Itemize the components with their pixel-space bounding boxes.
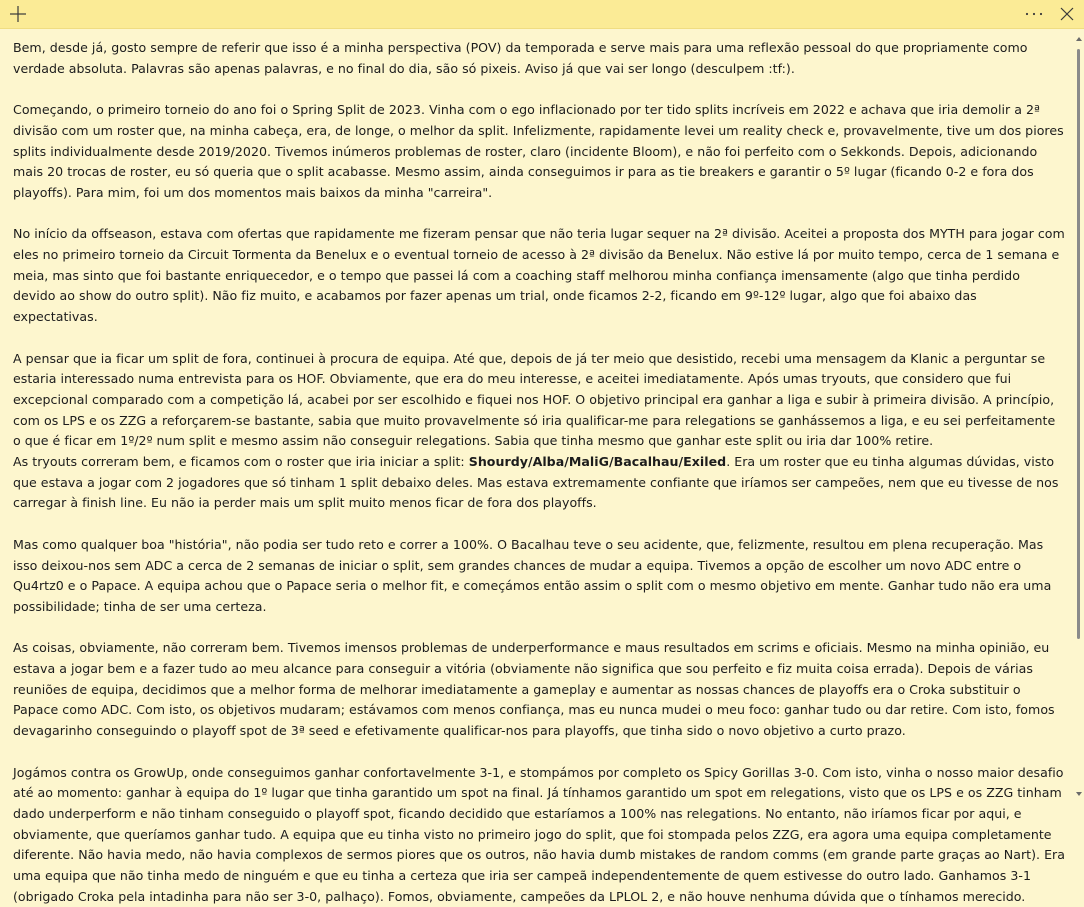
add-note-button[interactable] (7, 3, 29, 25)
note-paragraph: Bem, desde já, gosto sempre de referir que isso é a minha perspectiva (POV) da temporada e serve mais para uma reflexão pessoal do que propriamente como verdade absoluta. Palavras são apenas palavras, e no final do dia, são só pixeis. Aviso já que vai ser longo (desculpem :tf:). (13, 40, 1028, 76)
note-paragraph: A pensar que ia ficar um split de fora, continuei à procura de equipa. Até que, depois de já ter meio que desistido, recebi uma mensagem da Klanic a perguntar se estaria interessado numa entrevista para os HOF. Obviamente, que era do meu interesse, e aceitei imediatamente. Após umas tryouts, que considero que fui excepcional comparado com a competição lá, acabei por ser escolhido e fiquei nos HOF. O objetivo principal era ganhar a liga e subir à primeira divisão. A princípio, com os LPS e os ZZG a reforçarem-se bastante, sabia que muito provavelmente só iria qualificar-me para relegations se ganhássemos a liga, e eu sei perfeitamente o que é ficar em 1º/2º num split e mesmo assim não conseguir relegations. Sabia que tinha mesmo que ganhar este split ou iria dar 100% retire. (13, 350, 1056, 449)
vertical-scrollbar[interactable] (1074, 29, 1084, 804)
note-paragraph (13, 452, 1065, 514)
note-text-area[interactable] (13, 38, 1065, 904)
ellipsis-icon (1022, 3, 1046, 25)
scroll-thumb[interactable] (1077, 49, 1080, 639)
note-paragraph: No início da offseason, estava com ofertas que rapidamente me fizeram pensar que não teria lugar sequer na 2ª divisão. Aceitei a proposta dos MYTH para jogar com eles no primeiro torneio da Circuit Tormenta da Benelux e o eventual torneio de acesso à 2ª divisão da Benelux. Não estive lá por muito tempo, cerca de 1 semana e meia, mas sinto que foi bastante enriquecedor, e o tempo que passei lá com a coaching staff melhorou minha confiança imensamente (algo que tinha perdido devido ao show do outro split). Não fiz muito, e acabamos por fazer apenas um trial, onde ficamos 2-2, ficando em 9º-12º lugar, algo que foi abaixo das expectativas. (13, 226, 1065, 325)
scroll-down-arrow-icon[interactable] (1076, 792, 1082, 796)
note-paragraph: Mas como qualquer boa "história", não podia ser tudo reto e correr a 100%. O Bacalhau teve o seu acidente, que, felizmente, resultou em plena recuperação. Mas isso deixou-nos sem ADC a cerca de 2 semanas de iniciar o split, sem grandes chances de mudar a equipa. Tivemos a opção de escolher um novo ADC entre o Qu4rtz0 e o Papace. A equipa achou que o Papace seria o melhor fit, e começámos então assim o split com o mesmo objetivo em mente. Ganhar tudo não era uma possibilidade; tinha de ser uma certeza. (13, 536, 1052, 614)
close-button[interactable] (1056, 3, 1078, 25)
note-text: As tryouts correram bem, e ficamos com o roster que iria iniciar a split: (13, 454, 469, 470)
close-icon (1056, 3, 1078, 25)
more-options-button[interactable] (1022, 3, 1046, 25)
note-paragraph: Jogámos contra os GrowUp, onde conseguimos ganhar confortavelmente 3-1, e stompámos por completo os Spicy Gorillas 3-0. Com isto, vinha o nosso maior desafio até ao momento: ganhar à equipa do 1º lugar que tinha garantido um spot na final. Já tínhamos garantido um spot em relegations, visto que os LPS e os ZZG tinham dado underperform e não tinham conseguido o playoff spot, ficando decidido que estaríamos a 100% nas relegations. No entanto, não iríamos ficar por aqui, e obviamente, que queríamos ganhar tudo. A equipa que eu tinha visto no primeiro jogo do split, que foi stompada pelos ZZG, era agora uma equipa completamente diferente. Não havia medo, não havia complexos de sermos piores que os outros, não havia dumb mistakes de random comms (em grande parte graças ao Nart). Era uma equipa que não tinha medo de ninguém e que eu tinha a certeza que iria ser campeã independentemente de quem estivesse do outro lado. Ganhamos 3-1 (obrigado Croka pela intadinha para não ser 3-0, palhaço). Fomos, obviamente, campeões da LPLOL 2, e não houve nenhuma dúvida que o tínhamos merecido. (13, 764, 1065, 904)
scroll-up-arrow-icon[interactable] (1076, 37, 1082, 41)
note-paragraph: Começando, o primeiro torneio do ano foi o Spring Split de 2023. Vinha com o ego inflacionado por ter tido splits incríveis em 2022 e achava que iria demolir a 2ª divisão com um roster que, na minha cabeça, era, de longe, o melhor da split. Infelizmente, rapidamente levei um reality check e, provavelmente, tive um dos piores splits individualmente desde 2019/2020. Tivemos inúmeros problemas de roster, claro (incidente Bloom), e não foi perfeito com o Sekkonds. Depois, adicionando mais 20 trocas de roster, eu só queria que o split acabasse. Mesmo assim, ainda conseguimos ir para as tie breakers e garantir o 5º lugar (ficando 0-2 e fora dos playoffs). Para mim, foi um dos momentos mais baixos da minha "carreira". (13, 102, 1064, 200)
note-text: . Era um roster que eu tinha algumas dúvidas, visto que estava a jogar com 2 jogadores que só tinham 1 split debaixo deles. Mas estava extremamente confiante que iríamos ser campeões, nem que eu tivesse de nos carregar à finish line. Eu não ia perder mais um split muito menos ficar de fora dos playoffs. (13, 454, 1059, 511)
note-title-bar (0, 0, 1084, 29)
note-paragraph: As coisas, obviamente, não correram bem. Tivemos imensos problemas de underperformance e maus resultados em scrims e oficiais. Mesmo na minha opinião, eu estava a jogar bem e a fazer tudo ao meu alcance para conseguir a vitória (obviamente não significa que sou perfeito e fiz muita coisa errada). Depois de várias reuniões de equipa, decidimos que a melhor forma de melhorar imediatamente a gameplay e aumentar as nossas chances de playoffs era o Croka substituir o Papace como ADC. Com isto, os objetivos mudaram; estávamos com menos confiança, mas eu nunca mudei o meu foco: ganhar tudo ou dar retire. Com isto, fomos devagarinho conseguindo o playoff spot de 3ª seed e efetivamente qualificar-nos para playoffs, que tinha sido o novo objetivo a curto prazo. (13, 640, 1055, 739)
plus-icon (7, 3, 29, 25)
roster-bold-text: Shourdy/Alba/MaliG/Bacalhau/Exiled (468, 454, 727, 470)
